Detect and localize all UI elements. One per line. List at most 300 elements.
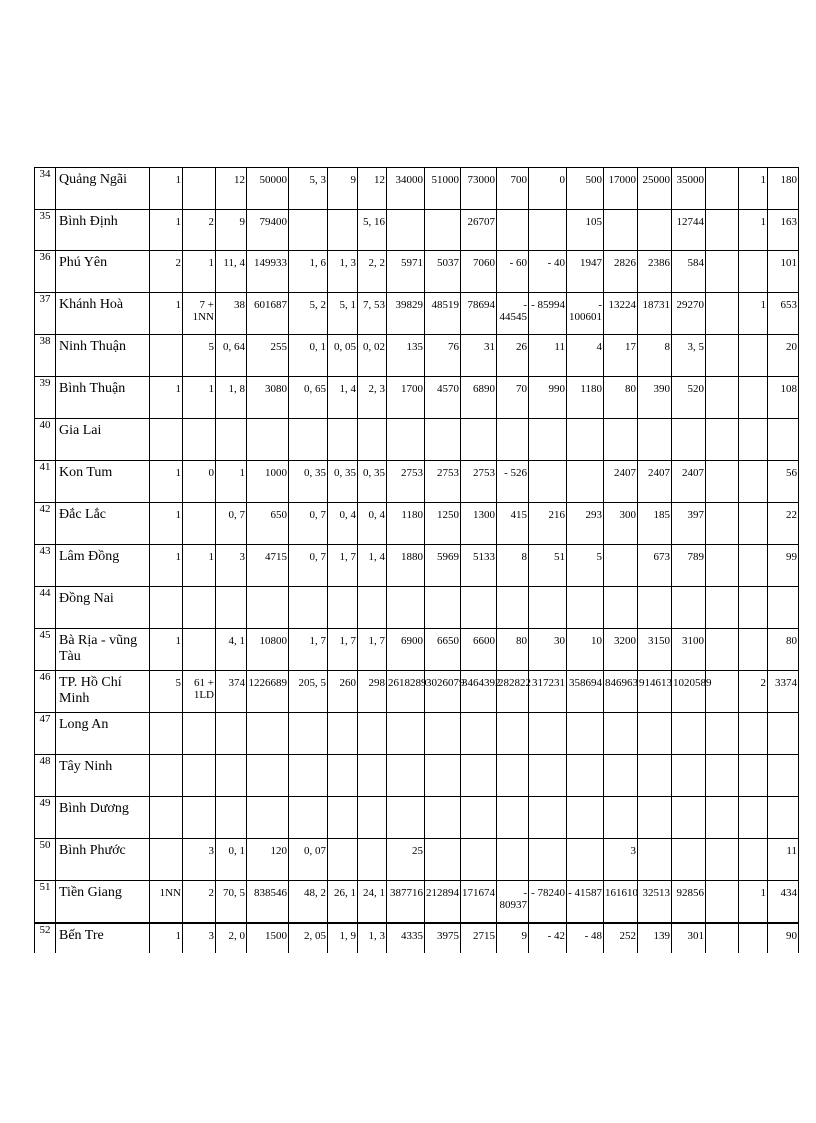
table-cell: 73000 <box>461 168 497 210</box>
table-cell <box>247 419 289 461</box>
row-index: 52 <box>35 923 56 953</box>
table-cell: 5 <box>567 545 604 587</box>
table-cell: - 41587 <box>567 881 604 923</box>
table-cell <box>739 923 768 953</box>
table-cell: 789 <box>672 545 706 587</box>
table-cell: 0 <box>183 461 216 503</box>
table-cell <box>604 210 638 251</box>
table-cell <box>739 755 768 797</box>
table-cell: 317231 <box>529 671 567 713</box>
table-cell <box>768 755 799 797</box>
table-cell: 6600 <box>461 629 497 671</box>
table-cell: - 40 <box>529 251 567 293</box>
table-cell <box>567 587 604 629</box>
table-cell <box>672 797 706 839</box>
table-cell: 1, 3 <box>328 251 358 293</box>
table-cell <box>461 713 497 755</box>
table-cell <box>461 797 497 839</box>
table-cell <box>387 419 425 461</box>
table-cell: 1 <box>150 377 183 419</box>
table-cell: 3080 <box>247 377 289 419</box>
table-cell: 1 <box>150 168 183 210</box>
table-cell <box>289 419 328 461</box>
province-name: Kon Tum <box>56 461 150 503</box>
table-cell <box>289 755 328 797</box>
table-cell <box>768 713 799 755</box>
table-cell <box>328 797 358 839</box>
table-cell <box>706 839 739 881</box>
table-cell <box>706 629 739 671</box>
table-cell <box>247 587 289 629</box>
table-cell <box>739 629 768 671</box>
table-cell: 3026079 <box>425 671 461 713</box>
table-cell: 0, 64 <box>216 335 247 377</box>
table-cell <box>529 839 567 881</box>
row-index: 38 <box>35 335 56 377</box>
table-cell <box>638 755 672 797</box>
row-index: 48 <box>35 755 56 797</box>
table-cell: 500 <box>567 168 604 210</box>
province-name: Bình Định <box>56 210 150 251</box>
table-cell: 216 <box>529 503 567 545</box>
table-cell: 2826 <box>604 251 638 293</box>
table-cell: 2753 <box>425 461 461 503</box>
table-cell: 1947 <box>567 251 604 293</box>
table-cell: 1000 <box>247 461 289 503</box>
table-cell: 80 <box>497 629 529 671</box>
row-index: 51 <box>35 881 56 923</box>
table-cell: 80 <box>604 377 638 419</box>
table-cell <box>328 210 358 251</box>
table-cell <box>567 419 604 461</box>
table-cell: 653 <box>768 293 799 335</box>
table-cell: 1 <box>183 545 216 587</box>
table-cell: 301 <box>672 923 706 953</box>
table-cell <box>604 713 638 755</box>
province-name: Long An <box>56 713 150 755</box>
row-index: 45 <box>35 629 56 671</box>
table-cell <box>638 713 672 755</box>
table-cell: 390 <box>638 377 672 419</box>
table-cell: 255 <box>247 335 289 377</box>
table-cell: 17000 <box>604 168 638 210</box>
table-cell: 185 <box>638 503 672 545</box>
table-cell: 358694 <box>567 671 604 713</box>
table-cell <box>289 587 328 629</box>
table-cell: 3200 <box>604 629 638 671</box>
table-cell: 6890 <box>461 377 497 419</box>
table-cell: 5, 16 <box>358 210 387 251</box>
table-cell <box>289 713 328 755</box>
table-cell: 12 <box>358 168 387 210</box>
table-cell: 5 <box>183 335 216 377</box>
table-cell: 700 <box>497 168 529 210</box>
table-cell: - 526 <box>497 461 529 503</box>
table-row <box>35 335 799 377</box>
table-cell: 1 <box>150 629 183 671</box>
table-cell: 25000 <box>638 168 672 210</box>
table-row <box>35 797 799 839</box>
table-cell: 260 <box>328 671 358 713</box>
table-cell: 2386 <box>638 251 672 293</box>
table-cell: 0, 02 <box>358 335 387 377</box>
table-cell: 5 <box>150 671 183 713</box>
table-cell <box>739 797 768 839</box>
table-cell <box>497 419 529 461</box>
table-cell: 25 <box>387 839 425 881</box>
table-cell <box>247 797 289 839</box>
table-cell <box>706 293 739 335</box>
row-index: 46 <box>35 671 56 713</box>
table-cell: 11, 4 <box>216 251 247 293</box>
table-cell <box>672 839 706 881</box>
table-cell: 2, 0 <box>216 923 247 953</box>
table-cell <box>150 713 183 755</box>
table-cell: 300 <box>604 503 638 545</box>
table-cell: 18731 <box>638 293 672 335</box>
table-cell: 3, 5 <box>672 335 706 377</box>
table-cell: 32513 <box>638 881 672 923</box>
table-cell: 298 <box>358 671 387 713</box>
table-cell: - 80937 <box>497 881 529 923</box>
table-cell: 0, 7 <box>289 545 328 587</box>
row-index: 37 <box>35 293 56 335</box>
table-cell <box>706 797 739 839</box>
table-cell: 70, 5 <box>216 881 247 923</box>
data-table <box>34 167 799 953</box>
table-cell: 26, 1 <box>328 881 358 923</box>
table-cell: 12744 <box>672 210 706 251</box>
table-cell: 108 <box>768 377 799 419</box>
table-cell <box>358 755 387 797</box>
table-cell <box>739 545 768 587</box>
table-cell <box>358 839 387 881</box>
row-index: 43 <box>35 545 56 587</box>
table-cell: 9 <box>216 210 247 251</box>
table-cell: 1 <box>150 923 183 953</box>
table-cell: 101 <box>768 251 799 293</box>
table-cell <box>497 587 529 629</box>
table-cell: 2407 <box>638 461 672 503</box>
table-cell <box>638 419 672 461</box>
table-cell: 8 <box>638 335 672 377</box>
table-cell <box>387 713 425 755</box>
table-cell: 161610 <box>604 881 638 923</box>
table-cell <box>768 419 799 461</box>
table-cell: 1, 4 <box>328 377 358 419</box>
table-cell <box>328 587 358 629</box>
table-cell <box>706 881 739 923</box>
table-cell: - 100601 <box>567 293 604 335</box>
table-cell: 17 <box>604 335 638 377</box>
table-cell <box>567 461 604 503</box>
table-cell: 1NN <box>150 881 183 923</box>
table-cell <box>425 419 461 461</box>
table-cell: 7060 <box>461 251 497 293</box>
table-cell: 120 <box>247 839 289 881</box>
table-cell: 9 <box>328 168 358 210</box>
table-cell <box>425 713 461 755</box>
table-cell: 1, 7 <box>358 629 387 671</box>
table-cell: 139 <box>638 923 672 953</box>
table-cell <box>706 755 739 797</box>
table-cell: 2 <box>739 671 768 713</box>
table-cell <box>739 251 768 293</box>
province-name: Quảng Ngãi <box>56 168 150 210</box>
table-cell <box>529 461 567 503</box>
table-cell: 51000 <box>425 168 461 210</box>
table-cell: 26 <box>497 335 529 377</box>
table-cell <box>706 545 739 587</box>
table-cell <box>604 797 638 839</box>
table-cell: 48519 <box>425 293 461 335</box>
table-cell: 56 <box>768 461 799 503</box>
province-name: Phú Yên <box>56 251 150 293</box>
table-cell: 4, 1 <box>216 629 247 671</box>
table-cell: 3100 <box>672 629 706 671</box>
table-body <box>35 168 799 953</box>
table-cell: 2618289 <box>387 671 425 713</box>
table-cell: - 60 <box>497 251 529 293</box>
table-cell <box>497 713 529 755</box>
table-cell: 846963 <box>604 671 638 713</box>
table-cell: 180 <box>768 168 799 210</box>
province-name: Gia Lai <box>56 419 150 461</box>
table-cell: 1300 <box>461 503 497 545</box>
table-cell: 601687 <box>247 293 289 335</box>
table-cell: 2, 2 <box>358 251 387 293</box>
table-cell <box>768 587 799 629</box>
table-cell <box>739 419 768 461</box>
table-cell: 282822 <box>497 671 529 713</box>
table-cell: 6900 <box>387 629 425 671</box>
table-cell: 1 <box>150 461 183 503</box>
province-name: Bến Tre <box>56 923 150 953</box>
table-cell: 1226689 <box>247 671 289 713</box>
table-cell: 1, 3 <box>358 923 387 953</box>
table-cell: 1 <box>739 210 768 251</box>
table-cell: 1, 7 <box>328 545 358 587</box>
table-cell <box>706 503 739 545</box>
table-cell <box>739 839 768 881</box>
table-row <box>35 210 799 251</box>
table-row <box>35 503 799 545</box>
province-name: Khánh Hoà <box>56 293 150 335</box>
table-cell <box>638 587 672 629</box>
table-cell <box>567 755 604 797</box>
table-cell <box>387 797 425 839</box>
table-row <box>35 377 799 419</box>
table-cell <box>529 797 567 839</box>
table-cell: 0, 7 <box>216 503 247 545</box>
table-cell <box>706 377 739 419</box>
table-cell <box>150 419 183 461</box>
row-index: 41 <box>35 461 56 503</box>
table-cell <box>425 839 461 881</box>
province-name: Bình Phước <box>56 839 150 881</box>
table-cell: 1 <box>739 881 768 923</box>
table-cell <box>183 797 216 839</box>
table-cell <box>672 587 706 629</box>
table-cell: 0, 4 <box>358 503 387 545</box>
table-cell: 0, 1 <box>216 839 247 881</box>
table-cell: 29270 <box>672 293 706 335</box>
row-index: 42 <box>35 503 56 545</box>
table-cell <box>289 797 328 839</box>
table-cell: 79400 <box>247 210 289 251</box>
province-name: Bình Dương <box>56 797 150 839</box>
table-cell: 4 <box>567 335 604 377</box>
table-row <box>35 419 799 461</box>
table-cell: - 78240 <box>529 881 567 923</box>
table-cell: 7, 53 <box>358 293 387 335</box>
table-cell: 1500 <box>247 923 289 953</box>
table-cell: 10800 <box>247 629 289 671</box>
table-cell <box>461 839 497 881</box>
province-name: Đồng Nai <box>56 587 150 629</box>
table-cell: 26707 <box>461 210 497 251</box>
table-cell: 5971 <box>387 251 425 293</box>
table-cell <box>739 377 768 419</box>
table-cell: 1 <box>739 293 768 335</box>
table-cell: 0, 35 <box>289 461 328 503</box>
table-cell: 374 <box>216 671 247 713</box>
table-cell <box>768 797 799 839</box>
table-cell: 149933 <box>247 251 289 293</box>
table-cell: 584 <box>672 251 706 293</box>
table-cell: - 44545 <box>497 293 529 335</box>
table-cell <box>150 839 183 881</box>
table-cell: 0, 07 <box>289 839 328 881</box>
table-cell <box>604 587 638 629</box>
table-cell <box>328 713 358 755</box>
table-cell: 39829 <box>387 293 425 335</box>
row-index: 35 <box>35 210 56 251</box>
table-cell: 90 <box>768 923 799 953</box>
table-cell <box>183 629 216 671</box>
table-cell: 1 <box>150 503 183 545</box>
table-cell <box>567 713 604 755</box>
table-cell: 205, 5 <box>289 671 328 713</box>
province-name: Đắc Lắc <box>56 503 150 545</box>
table-cell: 13224 <box>604 293 638 335</box>
table-row <box>35 755 799 797</box>
table-cell <box>461 587 497 629</box>
table-cell: 9 <box>497 923 529 953</box>
table-cell <box>425 587 461 629</box>
table-cell <box>706 251 739 293</box>
table-row <box>35 545 799 587</box>
table-cell: 78694 <box>461 293 497 335</box>
table-cell: 0, 05 <box>328 335 358 377</box>
table-row <box>35 251 799 293</box>
table-cell: 1180 <box>387 503 425 545</box>
table-cell: 61 + 1LD <box>183 671 216 713</box>
table-cell <box>706 587 739 629</box>
table-cell: 99 <box>768 545 799 587</box>
table-cell <box>672 755 706 797</box>
table-cell: 0 <box>529 168 567 210</box>
table-cell <box>638 839 672 881</box>
row-index: 36 <box>35 251 56 293</box>
table-cell: 0, 4 <box>328 503 358 545</box>
table-cell <box>150 335 183 377</box>
table-cell: 2753 <box>461 461 497 503</box>
table-cell: 1180 <box>567 377 604 419</box>
table-cell <box>604 545 638 587</box>
table-cell: 1 <box>216 461 247 503</box>
row-index: 34 <box>35 168 56 210</box>
table-cell <box>358 419 387 461</box>
table-cell: 6650 <box>425 629 461 671</box>
table-cell: 1, 6 <box>289 251 328 293</box>
table-cell <box>150 587 183 629</box>
table-cell: 3 <box>216 545 247 587</box>
table-cell: 415 <box>497 503 529 545</box>
table-cell: 0, 1 <box>289 335 328 377</box>
table-cell: 48, 2 <box>289 881 328 923</box>
table-cell <box>529 587 567 629</box>
table-cell <box>461 419 497 461</box>
row-index: 50 <box>35 839 56 881</box>
table-cell: 76 <box>425 335 461 377</box>
table-cell <box>358 797 387 839</box>
table-cell: 838546 <box>247 881 289 923</box>
table-cell <box>529 419 567 461</box>
table-cell <box>387 587 425 629</box>
table-cell <box>387 755 425 797</box>
table-row <box>35 293 799 335</box>
table-cell: 0, 35 <box>358 461 387 503</box>
table-cell <box>328 755 358 797</box>
table-cell: 5, 3 <box>289 168 328 210</box>
row-index: 40 <box>35 419 56 461</box>
table-cell <box>529 755 567 797</box>
table-cell: 212894 <box>425 881 461 923</box>
table-row <box>35 713 799 755</box>
table-cell <box>183 503 216 545</box>
table-cell <box>638 210 672 251</box>
table-cell: 1, 7 <box>328 629 358 671</box>
table-cell: 1, 9 <box>328 923 358 953</box>
province-name: Tiền Giang <box>56 881 150 923</box>
table-cell: 2407 <box>604 461 638 503</box>
table-cell: 397 <box>672 503 706 545</box>
table-cell <box>672 713 706 755</box>
table-cell <box>425 210 461 251</box>
table-cell <box>739 503 768 545</box>
table-cell: 51 <box>529 545 567 587</box>
table-row <box>35 923 799 953</box>
table-cell <box>706 168 739 210</box>
table-cell <box>387 210 425 251</box>
table-row <box>35 671 799 713</box>
table-cell: 1 <box>183 251 216 293</box>
table-cell <box>183 755 216 797</box>
table-cell: 10 <box>567 629 604 671</box>
table-cell: 92856 <box>672 881 706 923</box>
table-cell: 1020589 <box>672 671 706 713</box>
table-cell <box>328 419 358 461</box>
table-cell: 387716 <box>387 881 425 923</box>
table-cell: 3 <box>183 839 216 881</box>
table-cell: 293 <box>567 503 604 545</box>
table-cell: 1 <box>150 210 183 251</box>
table-cell <box>358 587 387 629</box>
table-cell <box>706 335 739 377</box>
table-row <box>35 629 799 671</box>
row-index: 39 <box>35 377 56 419</box>
